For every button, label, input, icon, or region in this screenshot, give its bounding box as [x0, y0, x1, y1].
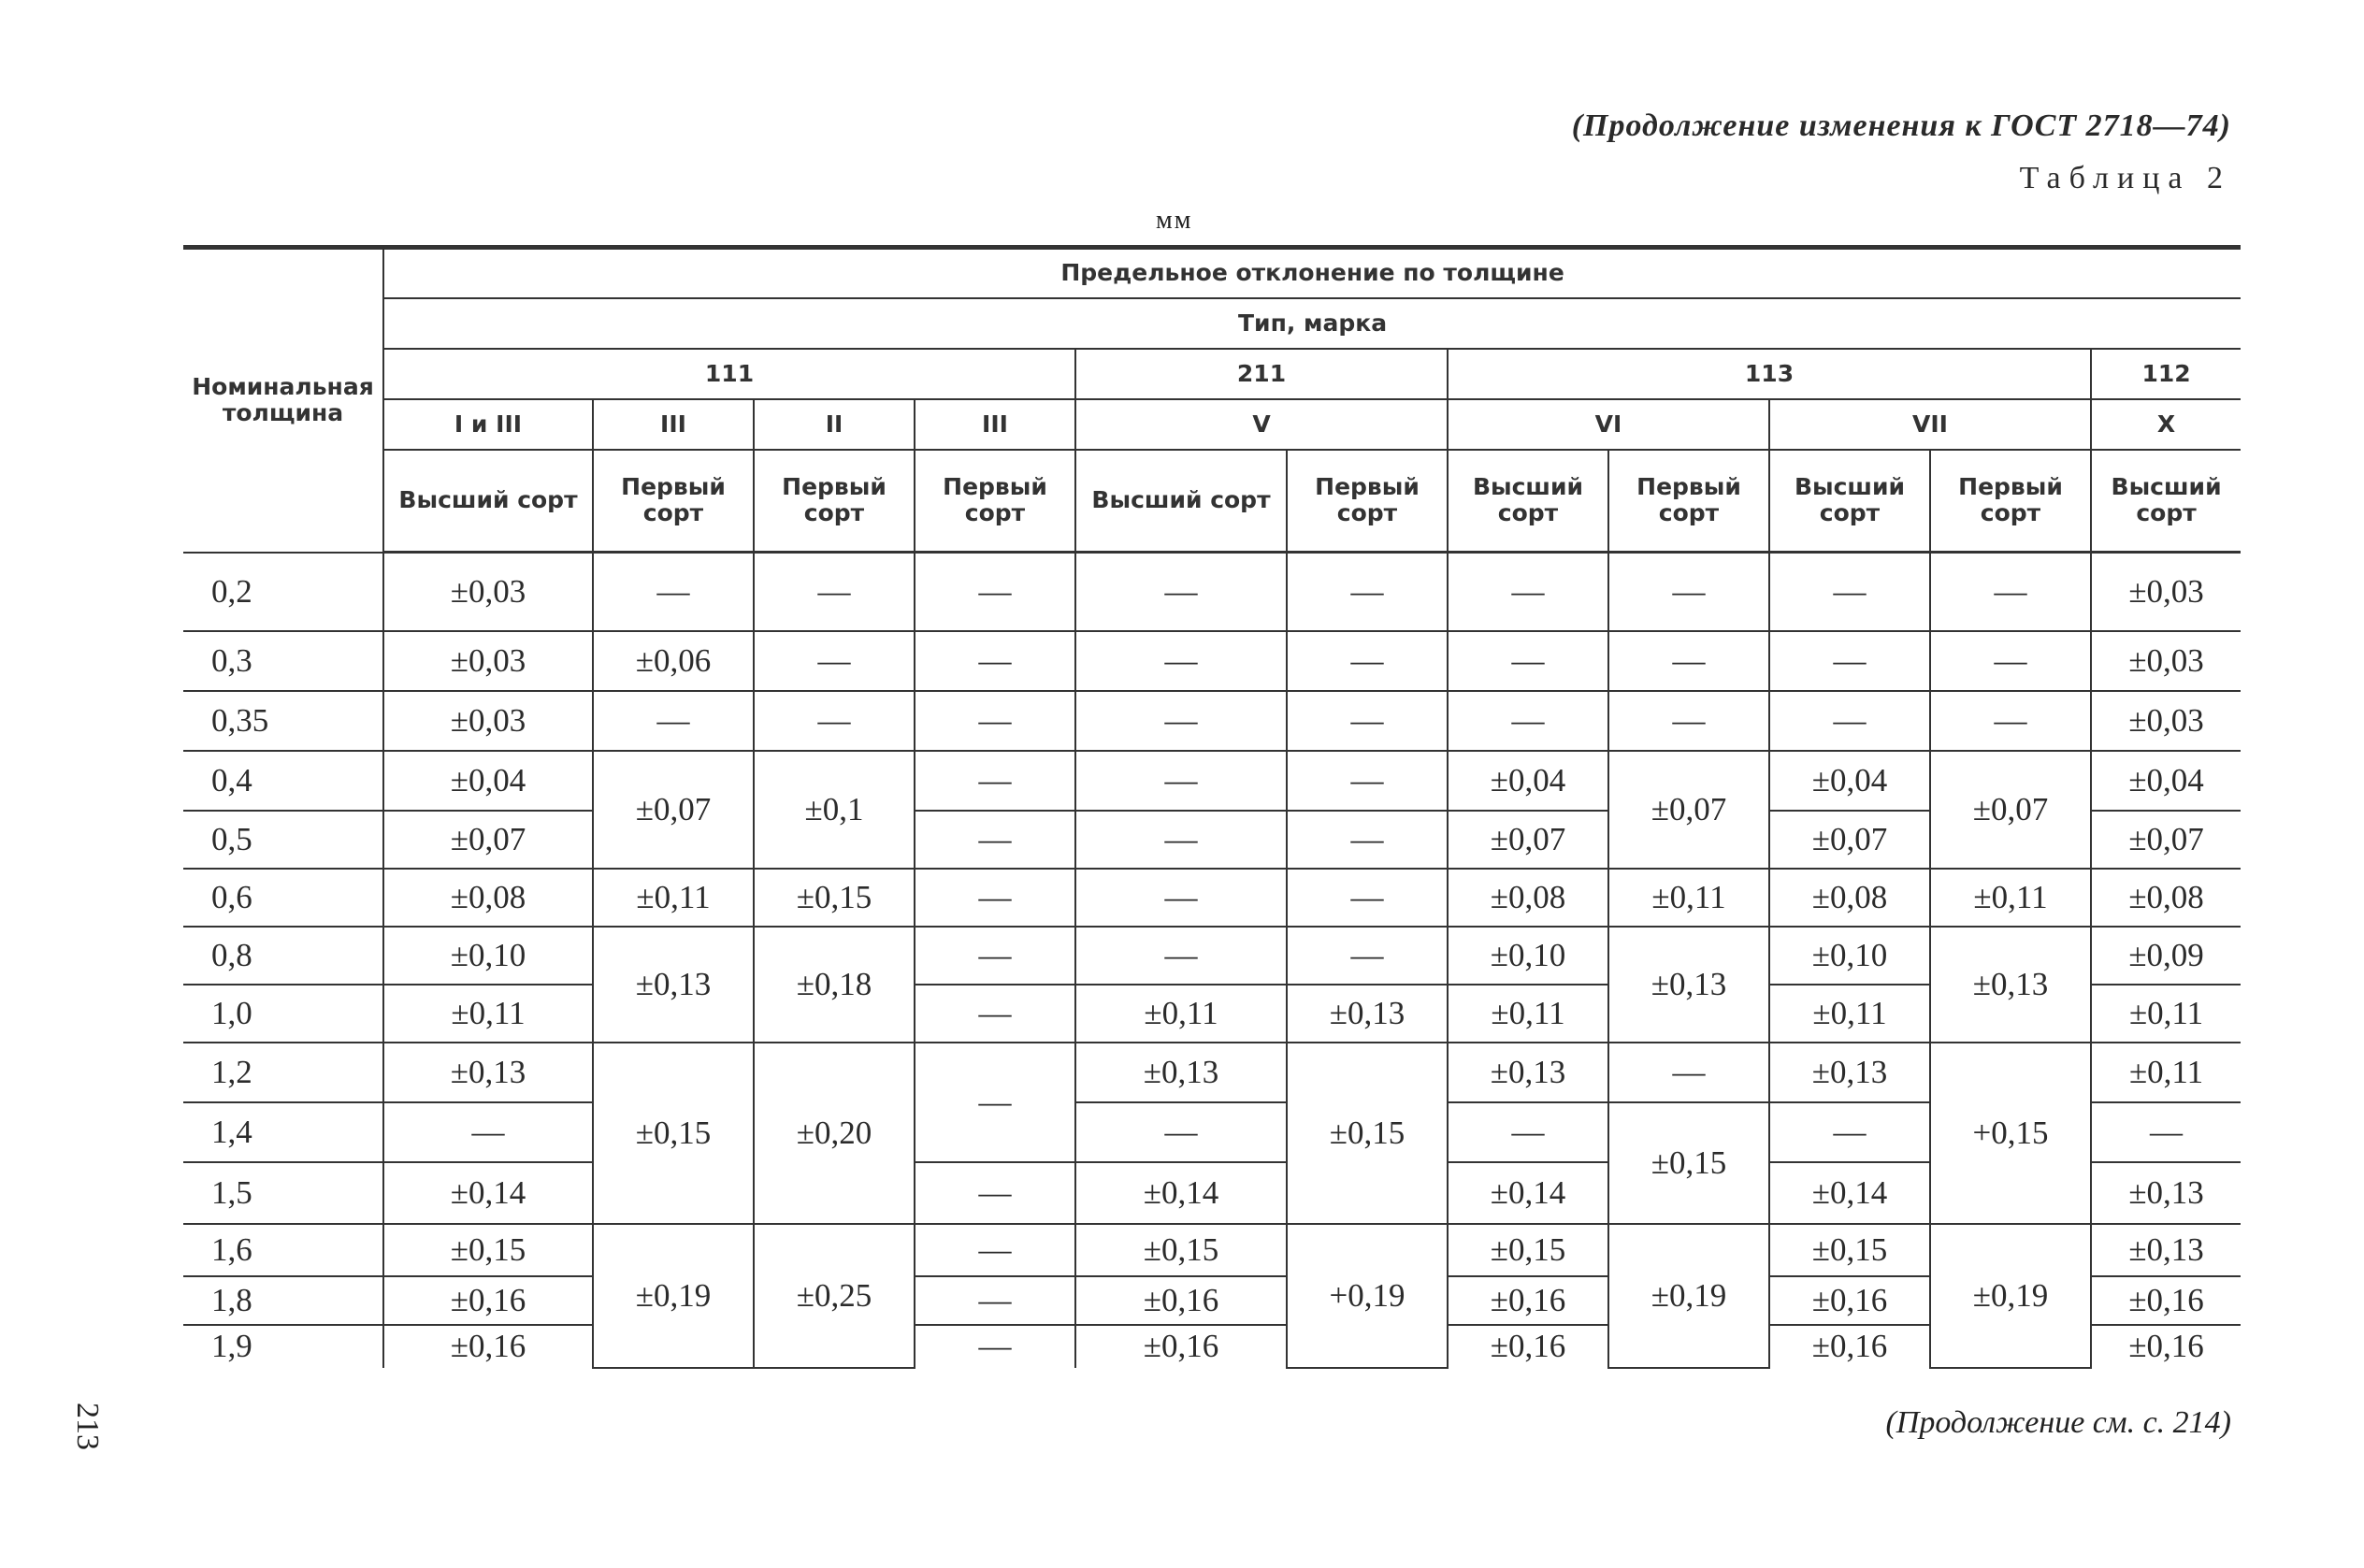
value-cell: — [383, 1102, 593, 1162]
value-cell: ±0,07 [1608, 751, 1769, 869]
nominal-cell: 1,8 [183, 1276, 383, 1325]
value-cell: ±0,13 [1075, 1043, 1287, 1102]
value-cell: — [915, 631, 1075, 691]
value-cell: ±0,07 [1448, 811, 1608, 869]
value-cell: — [1075, 869, 1287, 927]
value-cell: ±0,11 [1608, 869, 1769, 927]
value-cell: — [915, 1224, 1075, 1276]
value-cell: — [1769, 631, 1930, 691]
value-cell: — [754, 691, 915, 751]
value-cell: ±0,13 [1769, 1043, 1930, 1102]
continuation-header: (Продолжение изменения к ГОСТ 2718—74) [1571, 108, 2231, 143]
value-cell: ±0,13 [1287, 985, 1448, 1043]
value-cell: ±0,13 [1930, 927, 2091, 1043]
value-cell: ±0,19 [1930, 1224, 2091, 1368]
value-cell: ±0,13 [2091, 1162, 2241, 1224]
value-cell: ±0,14 [1769, 1162, 1930, 1224]
value-cell: ±0,11 [1930, 869, 2091, 927]
value-cell: — [1075, 811, 1287, 869]
value-cell: ±0,08 [1448, 869, 1608, 927]
value-cell: ±0,04 [383, 751, 593, 811]
value-cell: — [1448, 553, 1608, 631]
sort-header: Первый сорт [1287, 450, 1448, 553]
nominal-cell: 0,35 [183, 691, 383, 751]
value-cell: — [1769, 691, 1930, 751]
value-cell: — [915, 985, 1075, 1043]
value-cell: ±0,10 [1448, 927, 1608, 985]
value-cell: ±0,16 [1448, 1276, 1608, 1325]
sort-header: Первый сорт [593, 450, 754, 553]
value-cell: ±0,19 [593, 1224, 754, 1368]
value-cell: — [1448, 691, 1608, 751]
type-111: 111 [383, 349, 1075, 399]
value-cell: — [1769, 1102, 1930, 1162]
nominal-cell: 1,6 [183, 1224, 383, 1276]
value-cell: — [1930, 553, 2091, 631]
grade-header: III [593, 399, 754, 450]
value-cell: — [1608, 553, 1769, 631]
grade-header: VII [1769, 399, 2091, 450]
value-cell: — [593, 553, 754, 631]
grade-header: III [915, 399, 1075, 450]
unit-label: мм [1156, 206, 1193, 235]
value-cell: — [1075, 751, 1287, 811]
value-cell: ±0,13 [383, 1043, 593, 1102]
value-cell: — [1075, 553, 1287, 631]
nominal-cell: 0,8 [183, 927, 383, 985]
value-cell: ±0,11 [2091, 1043, 2241, 1102]
value-cell: ±0,03 [383, 553, 593, 631]
value-cell: ±0,15 [1448, 1224, 1608, 1276]
sort-header: Первый сорт [915, 450, 1075, 553]
value-cell: ±0,14 [383, 1162, 593, 1224]
value-cell: — [754, 631, 915, 691]
grade-header: VI [1448, 399, 1769, 450]
value-cell: — [915, 869, 1075, 927]
value-cell: — [1287, 553, 1448, 631]
value-cell: ±0,03 [383, 691, 593, 751]
value-cell: ±0,13 [1448, 1043, 1608, 1102]
nominal-cell: 0,3 [183, 631, 383, 691]
value-cell: — [1608, 691, 1769, 751]
value-cell: ±0,16 [2091, 1325, 2241, 1368]
value-cell: ±0,11 [1448, 985, 1608, 1043]
type-112: 112 [2091, 349, 2241, 399]
value-cell: ±0,15 [1608, 1102, 1769, 1224]
value-cell: +0,15 [1930, 1043, 2091, 1224]
nominal-cell: 1,2 [183, 1043, 383, 1102]
sort-header: Высший сорт [2091, 450, 2241, 553]
value-cell: — [1075, 691, 1287, 751]
value-cell: ±0,08 [383, 869, 593, 927]
value-cell: — [915, 691, 1075, 751]
value-cell: ±0,16 [1075, 1276, 1287, 1325]
value-cell: ±0,08 [1769, 869, 1930, 927]
value-cell: ±0,06 [593, 631, 754, 691]
nominal-cell: 0,5 [183, 811, 383, 869]
value-cell: — [915, 1162, 1075, 1224]
value-cell: — [1287, 631, 1448, 691]
value-cell: ±0,16 [383, 1276, 593, 1325]
value-cell: ±0,15 [593, 1043, 754, 1224]
nominal-cell: 0,6 [183, 869, 383, 927]
value-cell: ±0,14 [1448, 1162, 1608, 1224]
tolerance-table [183, 245, 2231, 1369]
value-cell: — [915, 811, 1075, 869]
deviation-header: Предельное отклонение по толщине [383, 248, 2241, 298]
value-cell: ±0,04 [1769, 751, 1930, 811]
value-cell: — [1287, 811, 1448, 869]
value-cell: — [593, 691, 754, 751]
type-211: 211 [1075, 349, 1448, 399]
value-cell: ±0,15 [1769, 1224, 1930, 1276]
value-cell: ±0,16 [2091, 1276, 2241, 1325]
value-cell: — [1287, 869, 1448, 927]
value-cell: — [915, 1325, 1075, 1368]
table-label: Таблица 2 [2019, 161, 2231, 195]
value-cell: ±0,16 [1769, 1325, 1930, 1368]
value-cell: ±0,19 [1608, 1224, 1769, 1368]
value-cell: ±0,13 [593, 927, 754, 1043]
value-cell: ±0,13 [1608, 927, 1769, 1043]
value-cell: ±0,1 [754, 751, 915, 869]
value-cell: — [1287, 927, 1448, 985]
sort-header: Первый сорт [1608, 450, 1769, 553]
value-cell: — [1448, 1102, 1608, 1162]
value-cell: ±0,20 [754, 1043, 915, 1224]
value-cell: ±0,03 [383, 631, 593, 691]
value-cell: — [915, 553, 1075, 631]
value-cell: ±0,09 [2091, 927, 2241, 985]
value-cell: ±0,15 [1287, 1043, 1448, 1224]
value-cell: — [1448, 631, 1608, 691]
value-cell: ±0,07 [383, 811, 593, 869]
value-cell: — [915, 927, 1075, 985]
type-header: Тип, марка [383, 298, 2241, 349]
value-cell: — [1608, 1043, 1769, 1102]
value-cell: — [915, 751, 1075, 811]
value-cell: — [1769, 553, 1930, 631]
value-cell: ±0,15 [754, 869, 915, 927]
value-cell: ±0,03 [2091, 631, 2241, 691]
value-cell: — [1930, 691, 2091, 751]
value-cell: ±0,15 [1075, 1224, 1287, 1276]
sort-header: Высший сорт [1448, 450, 1608, 553]
value-cell: ±0,11 [593, 869, 754, 927]
value-cell: — [1608, 631, 1769, 691]
value-cell: ±0,03 [2091, 691, 2241, 751]
value-cell: ±0,07 [1769, 811, 1930, 869]
nominal-cell: 1,0 [183, 985, 383, 1043]
value-cell: ±0,04 [2091, 751, 2241, 811]
sort-header: Высший сорт [1769, 450, 1930, 553]
grade-header: X [2091, 399, 2241, 450]
value-cell: — [1075, 927, 1287, 985]
value-cell: ±0,14 [1075, 1162, 1287, 1224]
value-cell: — [1287, 751, 1448, 811]
nominal-cell: 1,4 [183, 1102, 383, 1162]
sort-header: Первый сорт [754, 450, 915, 553]
value-cell: ±0,11 [383, 985, 593, 1043]
continuation-footer: (Продолжение см. с. 214) [1885, 1405, 2231, 1440]
type-113: 113 [1448, 349, 2091, 399]
value-cell: ±0,08 [2091, 869, 2241, 927]
sort-header: Высший сорт [1075, 450, 1287, 553]
value-cell: ±0,10 [1769, 927, 1930, 985]
grade-header: I и III [383, 399, 593, 450]
value-cell: — [915, 1276, 1075, 1325]
value-cell: — [1287, 691, 1448, 751]
value-cell: ±0,04 [1448, 751, 1608, 811]
nominal-thickness-header: Номинальная толщина [183, 248, 383, 553]
sort-header: Первый сорт [1930, 450, 2091, 553]
value-cell: ±0,03 [2091, 553, 2241, 631]
page-number: 213 [70, 1403, 105, 1450]
nominal-cell: 0,2 [183, 553, 383, 631]
value-cell: ±0,11 [1075, 985, 1287, 1043]
value-cell: ±0,07 [1930, 751, 2091, 869]
value-cell: ±0,16 [383, 1325, 593, 1368]
value-cell: — [915, 1043, 1075, 1162]
sort-header: Высший сорт [383, 450, 593, 553]
value-cell: ±0,13 [2091, 1224, 2241, 1276]
value-cell: ±0,16 [1448, 1325, 1608, 1368]
grade-header: V [1075, 399, 1448, 450]
value-cell: ±0,25 [754, 1224, 915, 1368]
value-cell: — [1075, 631, 1287, 691]
value-cell: — [1075, 1102, 1287, 1162]
nominal-cell: 0,4 [183, 751, 383, 811]
value-cell: — [754, 553, 915, 631]
value-cell: — [2091, 1102, 2241, 1162]
value-cell: ±0,18 [754, 927, 915, 1043]
value-cell: ±0,16 [1769, 1276, 1930, 1325]
value-cell: ±0,11 [1769, 985, 1930, 1043]
value-cell: ±0,07 [593, 751, 754, 869]
value-cell: ±0,15 [383, 1224, 593, 1276]
value-cell: — [1930, 631, 2091, 691]
grade-header: II [754, 399, 915, 450]
nominal-cell: 1,5 [183, 1162, 383, 1224]
value-cell: ±0,10 [383, 927, 593, 985]
value-cell: ±0,07 [2091, 811, 2241, 869]
nominal-cell: 1,9 [211, 1328, 252, 1364]
value-cell: ±0,16 [1075, 1325, 1287, 1368]
value-cell: +0,19 [1287, 1224, 1448, 1368]
value-cell: ±0,11 [2091, 985, 2241, 1043]
